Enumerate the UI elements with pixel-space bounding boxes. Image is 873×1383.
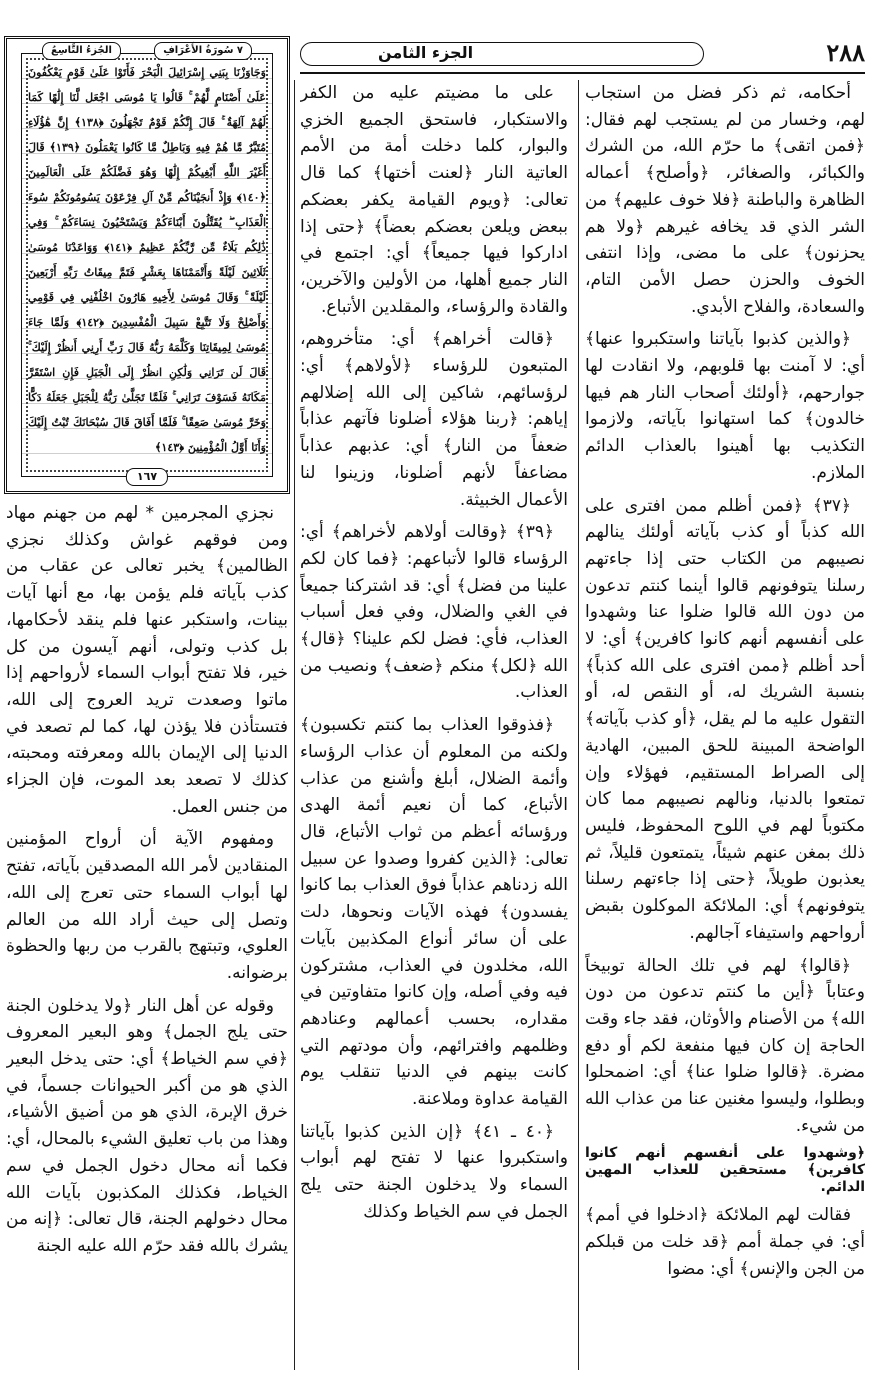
paragraph: ﴿قالت أخراهم﴾ أي: متأخروهم، المتبعون للرؤساء ﴿لأولاهم﴾ أي: لرؤسائهم، شاكين إلى الله إضلالهم إياهم: ﴿ربنا هؤلاء أضلونا فآتهم عذاباً ضعفاً من النار﴾ أي: عذبهم عذاباً مضاعفاً لأنهم أضلونا، وزينوا لنا الأعمال الخبيثة. (300, 329, 568, 510)
mushaf-header (42, 42, 252, 60)
mushaf-page-image (4, 36, 290, 494)
paragraph: فقالت لهم الملائكة ﴿ادخلوا في أمم﴾ أي: في جملة أمم ﴿قد خلت من قبلكم من الجن والإنس﴾ أي: مضوا (585, 1205, 865, 1279)
paragraph: ومفهوم الآية أن أرواح المؤمنين المنقادين لأمر الله المصدقين بآياته، تفتح لها أبواب السماء حتى تعرج إلى الله، وتصل إلى حيث أراد الله من العالم العلوي، وتبتهج بالقرب من ربها والحظوة برضوانه. (6, 829, 288, 983)
paragraph: أحكامه، ثم ذكر فضل من استجاب لهم، وخسار من لم يستجب لهم فقال: ﴿فمن اتقى﴾ ما حرّم الله، من الشرك والكبائر، والصغائر، ﴿وأصلح﴾ أعماله الظاهرة والباطنة ﴿فلا خوف عليهم﴾ من الشر الذي قد يخافه غيرهم ﴿ولا هم يحزنون﴾ على ما مضى، وإذا انتفى الخوف والحزن حصل الأمن التام، والسعادة، والفلاح الأبدي. (585, 83, 865, 317)
page-header (300, 38, 865, 72)
header-frame (300, 42, 704, 66)
paragraph: ﴿قالوا﴾ لهم في تلك الحالة توبيخاً وعتاباً ﴿أين ما كنتم تدعون من دون الله﴾ من الأصنام والأوثان، فقد جاء وقت الحاجة إن كان فيها منفعة لكم أو دفع مضرة. ﴿قالوا ضلوا عنا﴾ أي: اضمحلوا وبطلوا، وليسوا مغنين عنا من عذاب الله من شيء. (585, 955, 865, 1136)
mushaf-frame (21, 45, 273, 483)
paragraph: ﴿٣٩﴾ ﴿وقالت أولاهم لأخراهم﴾ أي: الرؤساء قالوا لأتباعهم: ﴿فما كان لكم علينا من فضل﴾ أي: قد اشتركنا جميعاً في الغي والضلال، وفي فعل أسباب العذاب، فأي: فضل لكم علينا؟ ﴿قال﴾ الله ﴿لكل﴾ منكم ﴿ضعف﴾ ونصيب من العذاب. (300, 522, 568, 703)
column-middle (300, 80, 568, 1380)
mushaf-surah-label: ٧ سُورَةُ الأَعْرَافِ (154, 42, 252, 60)
mushaf-verses: وَجَاوَزْنَا بِبَنِي إِسْرَائِيلَ الْبَحْرَ فَأَتَوْا عَلَىٰ قَوْمٍ يَعْكُفُونَ عَلَىٰ أَصْنَامٍ لَّهُمْ ۚ قَالُوا يَا مُوسَى اجْعَل لَّنَا إِلَٰهًا كَمَا لَهُمْ آلِهَةٌ ۚ قَالَ إِنَّكُمْ قَوْمٌ تَجْهَلُونَ ﴿١٣٨﴾ إِنَّ هَٰؤُلَاءِ مُتَبَّرٌ مَّا هُمْ فِيهِ وَبَاطِلٌ مَّا كَانُوا يَعْمَلُونَ ﴿١٣٩﴾ قَالَ أَغَيْرَ اللَّهِ أَبْغِيكُمْ إِلَٰهًا وَهُوَ فَضَّلَكُمْ عَلَى الْعَالَمِينَ ﴿١٤٠﴾ وَإِذْ أَنجَيْنَاكُم مِّنْ آلِ فِرْعَوْنَ يَسُومُونَكُمْ سُوءَ الْعَذَابِ ۖ يُقَتِّلُونَ أَبْنَاءَكُمْ وَيَسْتَحْيُونَ نِسَاءَكُمْ ۚ وَفِي ذَٰلِكُم بَلَاءٌ مِّن رَّبِّكُمْ عَظِيمٌ ﴿١٤١﴾ وَوَاعَدْنَا مُوسَىٰ ثَلَاثِينَ لَيْلَةً وَأَتْمَمْنَاهَا بِعَشْرٍ فَتَمَّ مِيقَاتُ رَبِّهِ أَرْبَعِينَ لَيْلَةً ۚ وَقَالَ مُوسَىٰ لِأَخِيهِ هَارُونَ اخْلُفْنِي فِي قَوْمِي وَأَصْلِحْ وَلَا تَتَّبِعْ سَبِيلَ الْمُفْسِدِينَ ﴿١٤٢﴾ وَلَمَّا جَاءَ مُوسَىٰ لِمِيقَاتِنَا وَكَلَّمَهُ رَبُّهُ قَالَ رَبِّ أَرِنِي أَنظُرْ إِلَيْكَ ۚ قَالَ لَن تَرَانِي وَلَٰكِنِ انظُرْ إِلَى الْجَبَلِ فَإِنِ اسْتَقَرَّ مَكَانَهُ فَسَوْفَ تَرَانِي ۚ فَلَمَّا تَجَلَّىٰ رَبُّهُ لِلْجَبَلِ جَعَلَهُ دَكًّا وَخَرَّ مُوسَىٰ صَعِقًا ۚ فَلَمَّا أَفَاقَ قَالَ سُبْحَانَكَ تُبْتُ إِلَيْكَ وَأَنَا أَوَّلُ الْمُؤْمِنِينَ ﴿١٤٣﴾ (28, 66, 266, 454)
column-divider (578, 80, 579, 1370)
mushaf-page-number: ١٦٧ (126, 468, 168, 486)
column-divider (294, 80, 295, 1370)
paragraph: وقوله عن أهل النار ﴿ولا يدخلون الجنة حتى يلج الجمل﴾ وهو البعير المعروف ﴿في سم الخياط﴾ أي: حتى يدخل البعير الذي هو من أكبر الحيوانات جسماً، في خرق الإبرة، الذي هو من أضيق الأشياء، وهذا من باب تعليق الشيء بالمحال، أي: فكما أنه محال دخول الجمل في سم الخياط، فكذلك المكذبون بآيات الله محال دخولهم الجنة، قال تعالى: ﴿إنه من يشرك بالله فقد حرّم الله عليه الجنة (6, 995, 288, 1256)
mushaf-juz-label: الجُزءُ التَّاسِعُ (42, 42, 121, 60)
paragraph: ﴿٤٠ ـ ٤١﴾ ﴿إن الذين كذبوا بآياتنا واستكبروا عنها لا تفتح لهم أبواب السماء ولا يدخلون الجنة حتى يلج الجمل في سم الخياط وكذلك (300, 1121, 568, 1222)
paragraph: ﴿فذوقوا العذاب بما كنتم تكسبون﴾ ولكنه من المعلوم أن عذاب الرؤساء وأئمة الضلال، أبلغ وأشنع من عذاب الأتباع، كما أن نعيم أئمة الهدى ورؤسائه أعظم من ثواب الأتباع، قال تعالى: ﴿الذين كفروا وصدوا عن سبيل الله زدناهم عذاباً فوق العذاب بما كانوا يفسدون﴾ فهذه الآيات ونحوها، دلت على أن سائر أنواع المكذبين بآيات الله، مخلدون في العذاب، مشتركون فيه وفي أصله، وإن كانوا متفاوتين في مقداره، بحسب أعمالهم وعنادهم وظلمهم وافترائهم، وأن مودتهم التي كانت بينهم في الدنيا تنقلب يوم القيامة عداوة وملاعنة. (300, 715, 568, 1110)
header-rule (300, 72, 865, 74)
paragraph: ﴿والذين كذبوا بآياتنا واستكبروا عنها﴾ أي: لا آمنت بها قلوبهم، ولا انقادت لها جوارحهم، ﴿أولئك أصحاب النار هم فيها خالدون﴾ كما استهانوا بآياته، ولازموا التكذيب بها أهينوا بالعذاب الدائم الملازم. (585, 329, 865, 483)
column-right (585, 80, 865, 1380)
paragraph: ﴿٣٧﴾ ﴿فمن أظلم ممن افترى على الله كذباً أو كذب بآياته أولئك ينالهم نصيبهم من الكتاب حتى إذا جاءتهم رسلنا يتوفونهم قالوا أينما كنتم تدعون من دون الله قالوا ضلوا عنا وشهدوا على أنفسهم أنهم كانوا كافرين﴾ أي: لا أحد أظلم ﴿ممن افترى على الله كذباً﴾ بنسبة الشريك له، أو النقص له، أو التقول عليه ما لم يقل، ﴿أو كذب بآياته﴾ الواضحة المبينة للحق المبين، الهادية إلى الصراط المستقيم، فهؤلاء وإن تمتعوا بالدنيا، ونالهم نصيبهم مما كان مكتوباً لهم في اللوح المحفوظ، فليس ذلك بمغن عنهم شيئاً، يتمتعون قليلاً، ثم يعذبون طويلاً، ﴿حتى إذا جاءتهم رسلنا يتوفونهم﴾ أي: الملائكة الموكلون بقبض أرواحهم واستيفاء آجالهم. (585, 495, 865, 943)
paragraph: على ما مضيتم عليه من الكفر والاستكبار، فاستحق الجميع الخزي والبوار، كلما دخلت أمة من الأمم العاتية النار ﴿لعنت أختها﴾ كما قال تعالى: ﴿ويوم القيامة يكفر بعضكم ببعض ويلعن بعضكم بعضاً﴾ ﴿حتى إذا اداركوا فيها جميعاً﴾ أي: اجتمع في النار جميع أهلها، من الأولين والآخرين، والقادة والرؤساء، والمقلدين الأتباع. (300, 83, 568, 317)
page-number: ٢٨٨ (826, 38, 865, 67)
juz-label: الجزء الثامن (378, 43, 474, 62)
paragraph: نجزي المجرمين * لهم من جهنم مهاد ومن فوقهم غواش وكذلك نجزي الظالمين﴾ يخبر تعالى عن عقاب من كذب بآياته فلم يؤمن بها، مع أنها آيات بينات، واستكبر عنها فلم ينقد لأحكامها، بل كذب وتولى، أنهم آيسون من كل خير، فلا تفتح أبواب السماء لأرواحهم إذا ماتوا وصعدت تريد العروج إلى الله، فتستأذن فلا يؤذن لها، كما لم تصعد في الدنيا إلى الإيمان بالله ومعرفته ومحبته، كذلك لا تصعد بعد الموت، فإن الجزاء من جنس العمل. (6, 503, 288, 817)
column-left (6, 500, 288, 1380)
inline-note: ﴿وشهدوا على أنفسهم أنهم كانوا كافرين﴾ مستحقين للعذاب المهين الدائم. (585, 1145, 865, 1196)
